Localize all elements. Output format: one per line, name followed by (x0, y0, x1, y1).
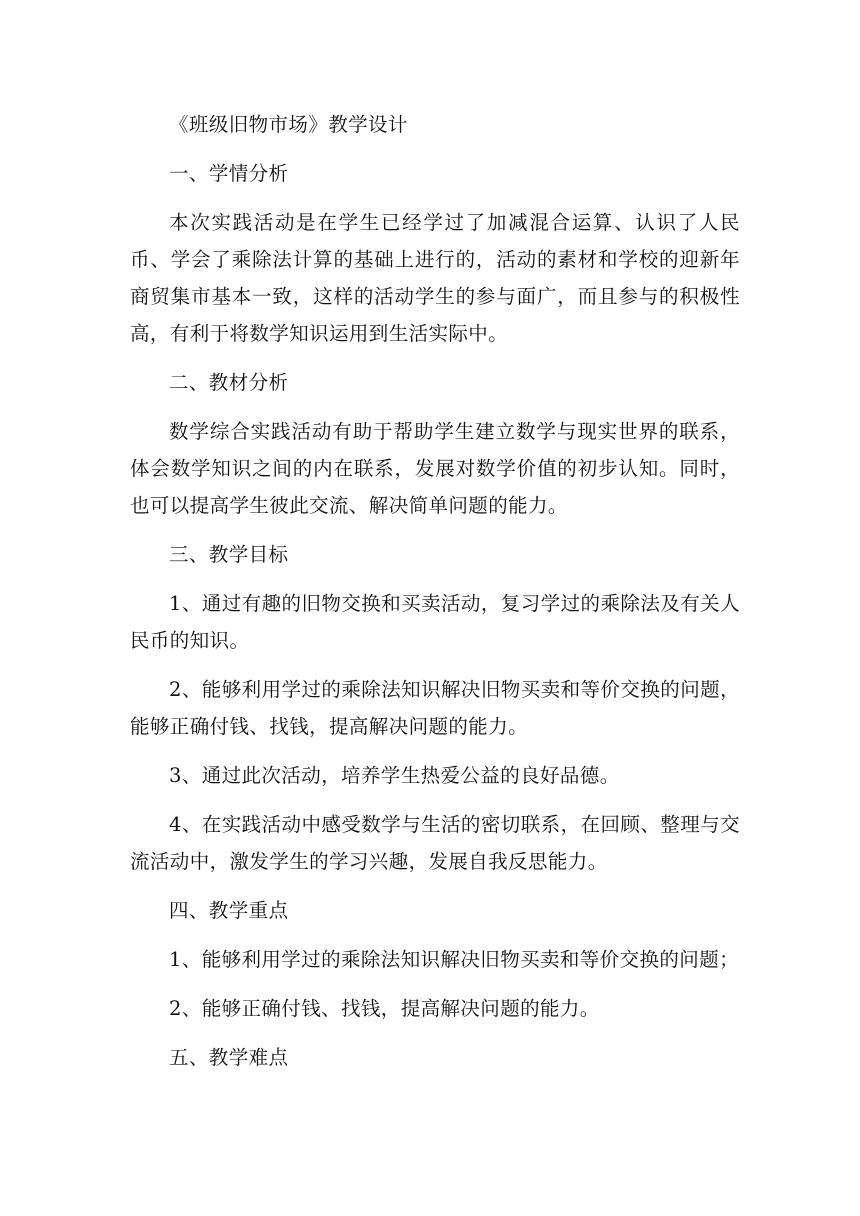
section-1-paragraph: 本次实践活动是在学生已经学过了加减混合运算、认识了人民币、学会了乘除法计算的基础上进行的，活动的素材和学校的迎新年商贸集市基本一致，这样的活动学生的参与面广，而且参与的积极性高，有利于将数学知识运用到生活实际中。 (130, 211, 740, 345)
section-heading-3: 三、教学目标 (169, 543, 289, 566)
goal-item-2: 2、能够利用学过的乘除法知识解决旧物买卖和等价交换的问题，能够正确付钱、找钱，提高解决问题的能力。 (130, 678, 740, 738)
document-title: 《班级旧物市场》教学设计 (169, 113, 408, 136)
document-body (130, 106, 740, 1088)
key-point-1: 1、能够利用学过的乘除法知识解决旧物买卖和等价交换的问题； (169, 948, 740, 971)
goal-item-4: 4、在实践活动中感受数学与生活的密切联系，在回顾、整理与交流活动中，激发学生的学习兴趣，发展自我反思能力。 (130, 813, 740, 873)
goal-item-1: 1、通过有趣的旧物交换和买卖活动，复习学过的乘除法及有关人民币的知识。 (130, 592, 740, 652)
section-heading-1: 一、学情分析 (169, 162, 289, 185)
key-point-2: 2、能够正确付钱、找钱，提高解决问题的能力。 (169, 997, 600, 1020)
goal-item-3: 3、通过此次活动，培养学生热爱公益的良好品德。 (169, 764, 620, 787)
section-heading-5: 五、教学难点 (169, 1046, 289, 1069)
section-heading-2: 二、教材分析 (169, 371, 289, 394)
section-heading-4: 四、教学重点 (169, 899, 289, 922)
section-2-paragraph: 数学综合实践活动有助于帮助学生建立数学与现实世界的联系，体会数学知识之间的内在联系，发展对数学价值的初步认知。同时，也可以提高学生彼此交流、解决简单问题的能力。 (130, 420, 740, 517)
